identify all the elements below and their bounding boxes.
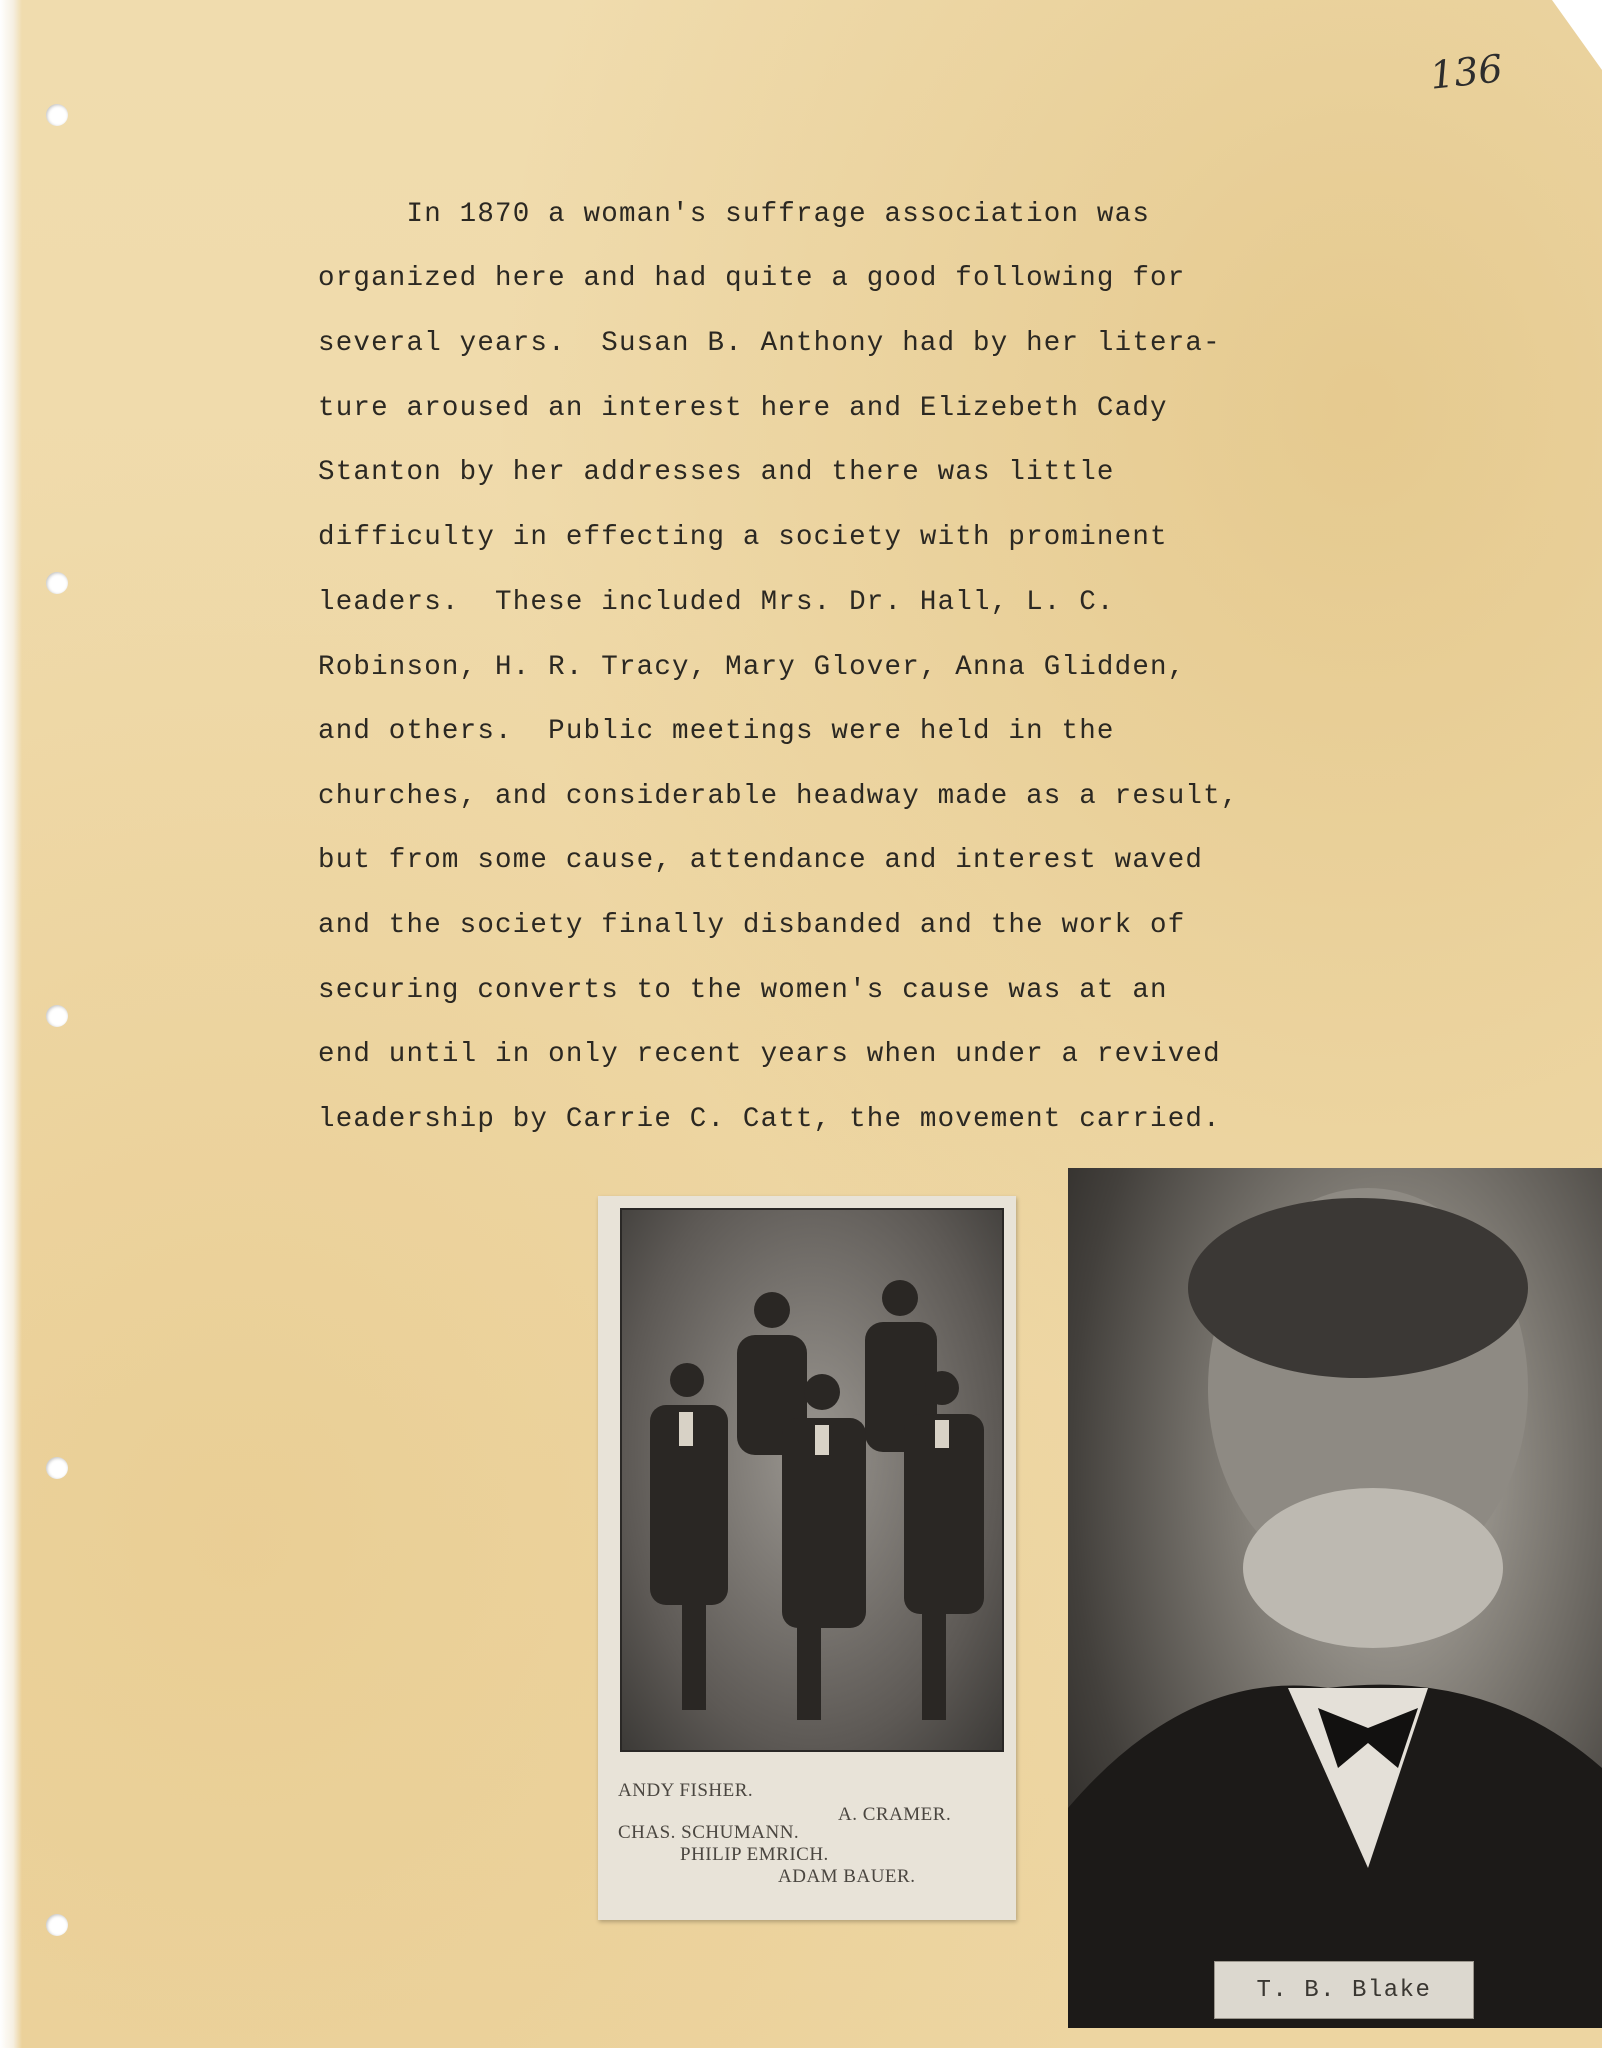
caption-name: ADAM BAUER. — [778, 1866, 916, 1887]
caption-name: A. CRAMER. — [838, 1804, 952, 1825]
punch-hole — [46, 1457, 68, 1479]
caption-name: CHAS. SCHUMANN. — [618, 1822, 800, 1843]
punch-hole — [46, 1005, 68, 1027]
punch-hole — [46, 572, 68, 594]
text-line: and the society finally disbanded and the work of — [318, 910, 1186, 941]
text-line: churches, and considerable headway made as a result, — [318, 781, 1239, 812]
text-line: difficulty in effecting a society with prominent — [318, 522, 1168, 553]
newspaper-clipping — [598, 1196, 1016, 1920]
caption-name: ANDY FISHER. — [618, 1780, 754, 1801]
text-line: several years. Susan B. Anthony had by her litera- — [318, 328, 1221, 359]
punch-hole — [46, 104, 68, 126]
text-line: and others. Public meetings were held in the — [318, 716, 1115, 747]
text-line: Stanton by her addresses and there was little — [318, 457, 1115, 488]
group-photograph — [620, 1208, 1004, 1752]
caption-name: PHILIP EMRICH. — [680, 1844, 829, 1865]
text-line: organized here and had quite a good following for — [318, 263, 1186, 294]
torn-corner — [1552, 0, 1602, 70]
portrait-name-label: T. B. Blake — [1214, 1961, 1474, 2019]
group-figures — [622, 1210, 1002, 1750]
text-line: Robinson, H. R. Tracy, Mary Glover, Anna Glidden, — [318, 652, 1186, 683]
text-line: leadership by Carrie C. Catt, the movement carried. — [318, 1104, 1221, 1135]
text-line: but from some cause, attendance and interest waved — [318, 845, 1204, 876]
portrait-figure — [1068, 1168, 1602, 2028]
text-line: In 1870 a woman's suffrage association was — [318, 199, 1151, 230]
page-left-edge — [0, 0, 22, 2048]
portrait-photograph — [1068, 1168, 1602, 2028]
text-line: leaders. These included Mrs. Dr. Hall, L. C. — [318, 587, 1115, 618]
text-line: securing converts to the women's cause was at an — [318, 975, 1168, 1006]
punch-hole — [46, 1914, 68, 1936]
page-number: 136 — [1427, 46, 1505, 98]
text-line: end until in only recent years when under a revived — [318, 1039, 1221, 1070]
text-line: ture aroused an interest here and Elizebeth Cady — [318, 393, 1168, 424]
